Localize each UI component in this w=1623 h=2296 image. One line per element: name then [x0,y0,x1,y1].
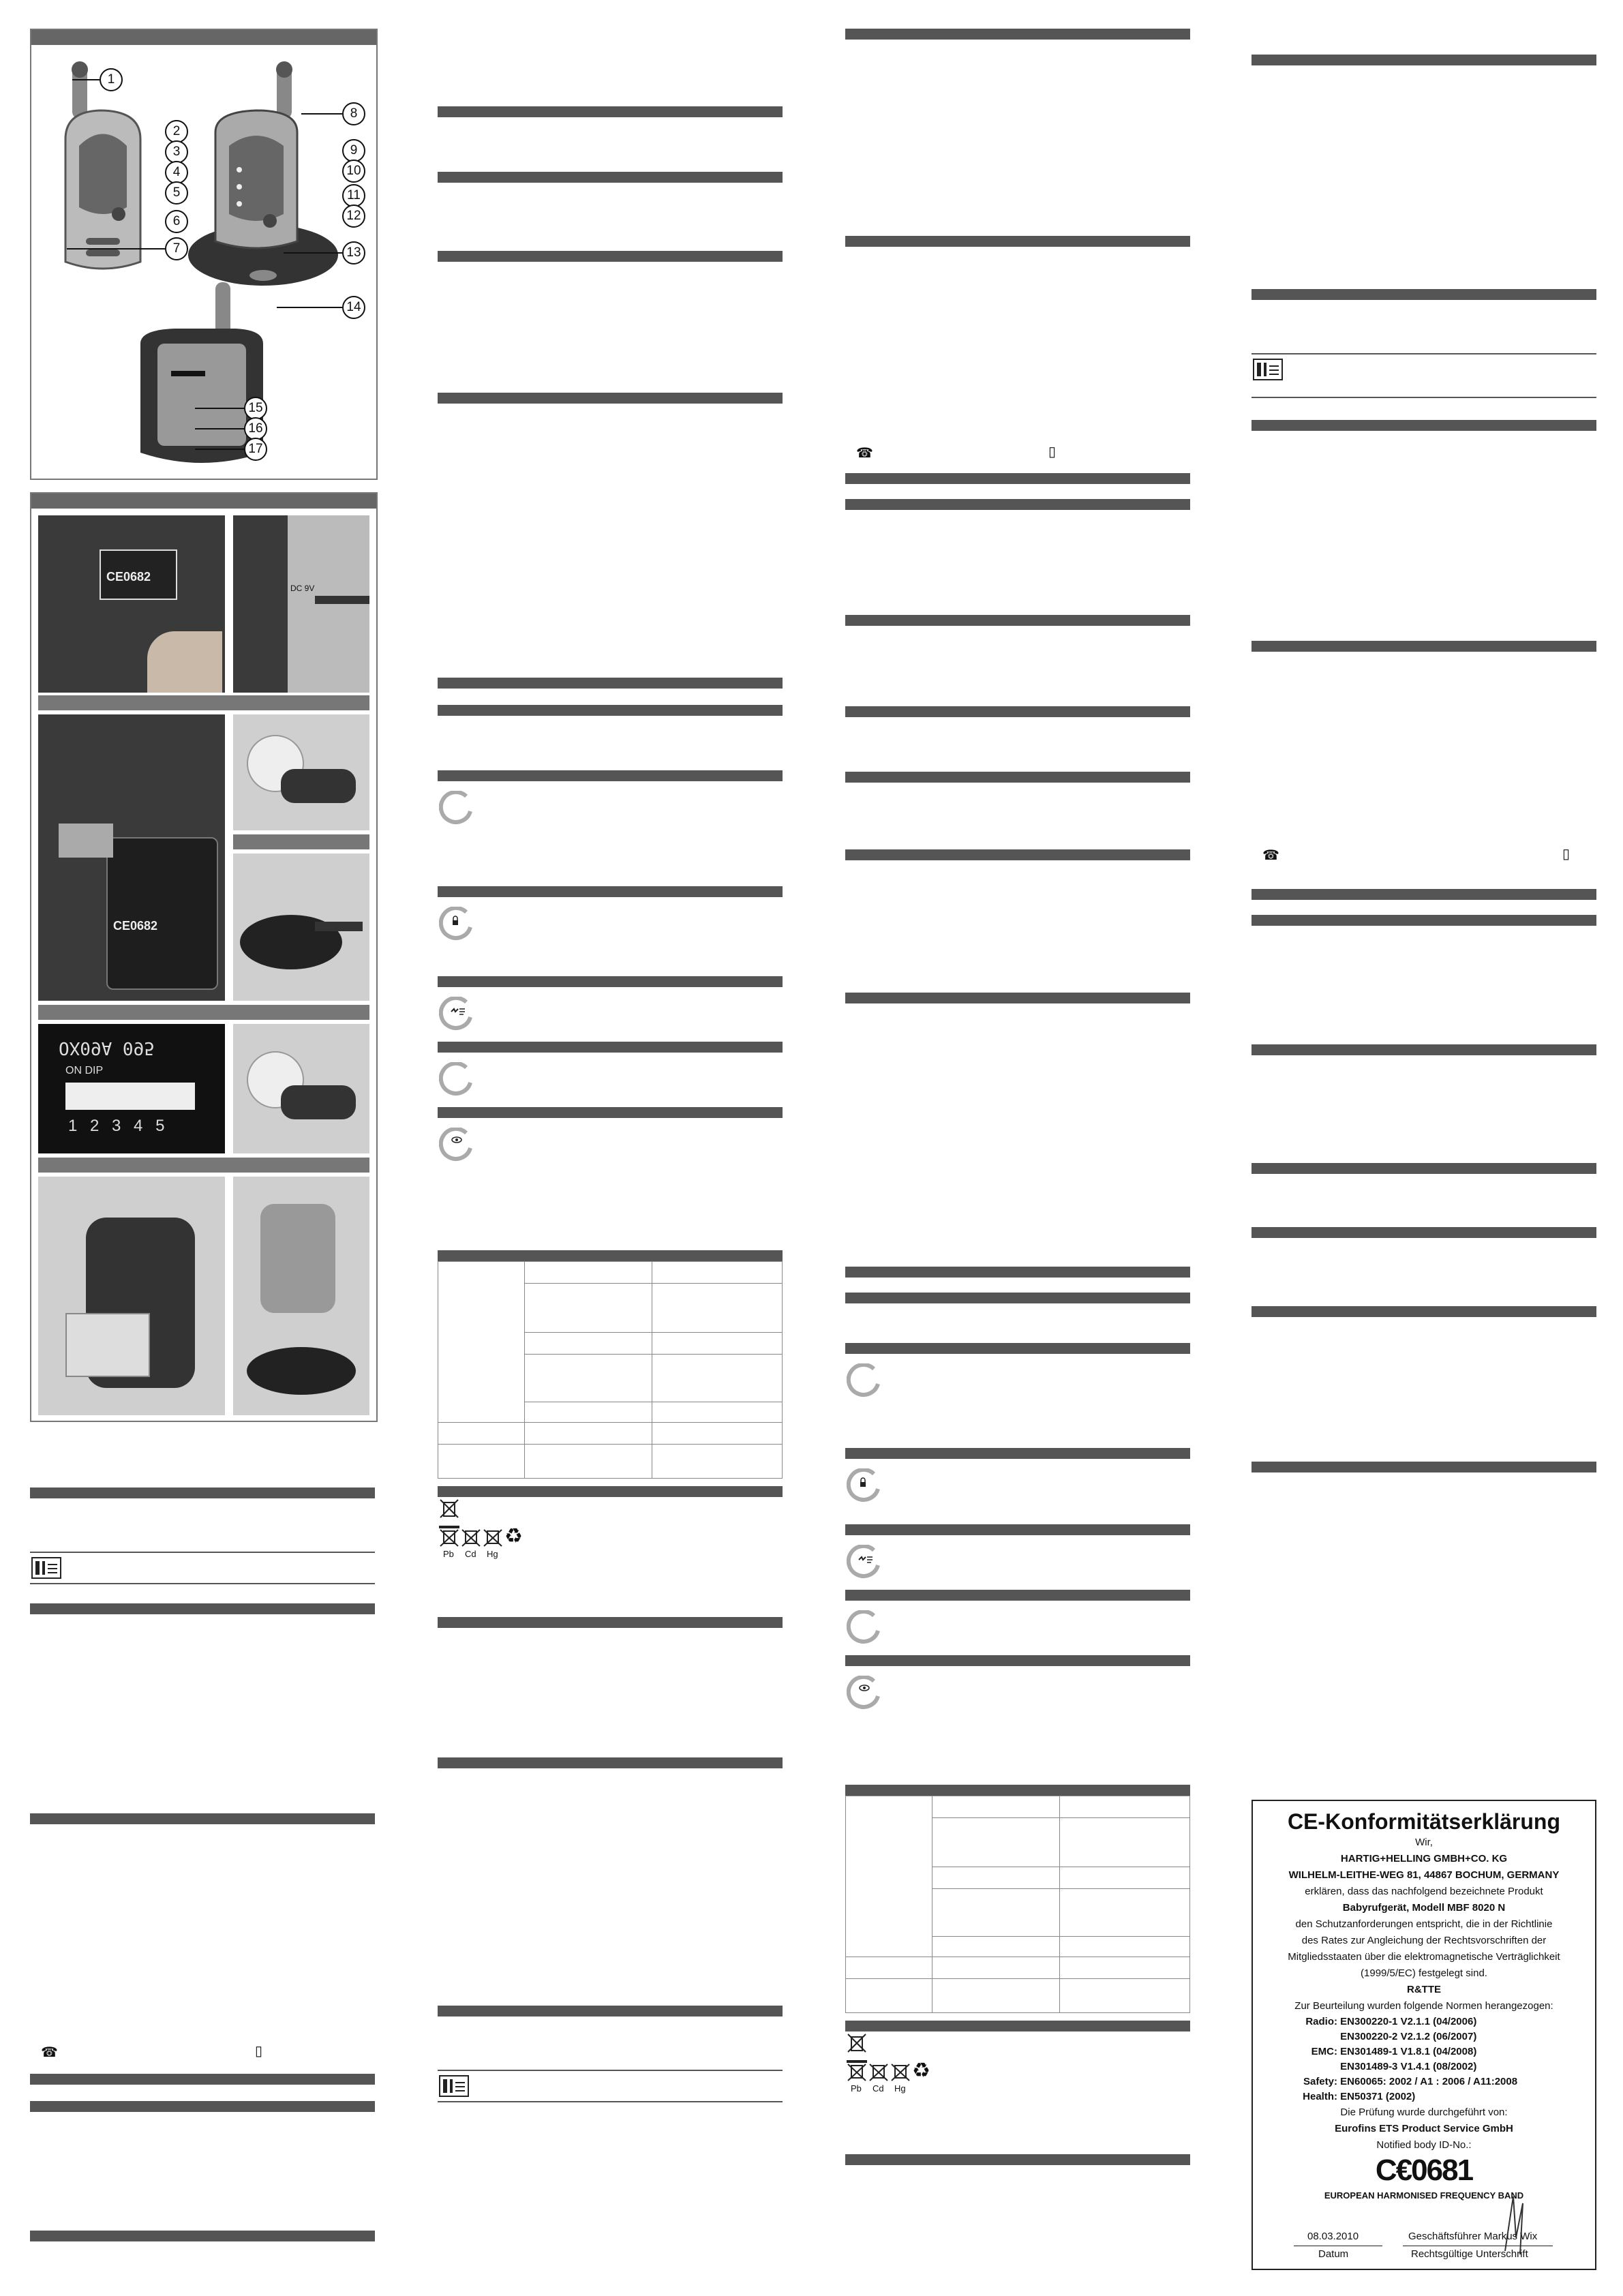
declaration-band: EUROPEAN HARMONISED FREQUENCY BAND [1324,2190,1524,2201]
norm-row: EN301489-3 V1.4.1 (08/2002) [1340,2061,1477,2072]
photo-dc-jack [233,515,369,693]
section-bar [845,473,1190,484]
callout-6: 6 [165,210,188,233]
section-bar [30,2074,375,2085]
panel-header-bar [31,30,376,45]
eye-arc-icon [439,1128,473,1162]
photo-row-header [233,834,369,849]
mobile-icon: ▯ [255,2044,263,2059]
recycle-icon: ♻ [504,1525,523,1547]
section-bar [1252,889,1596,900]
callout-3: 3 [165,140,188,164]
callout-7: 7 [165,237,188,260]
section-bar [438,1107,783,1118]
callout-leader [67,248,165,250]
section-bar [438,886,783,897]
norm-row: EMC: EN301489-1 V1.8.1 (04/2008) [1311,2046,1477,2057]
notice-rule [438,2101,783,2102]
callout-13: 13 [342,241,365,265]
ce-label-text: CE0682 [106,570,151,584]
dip-code-text: OX09A 095 [59,1038,155,1058]
norm-row: Radio: EN300220-1 V2.1.1 (04/2006) [1305,2016,1477,2027]
callout-leader [277,307,342,308]
power-arc-icon [439,1062,473,1096]
crossed-bin-icon [890,2060,911,2082]
table-header-bar [845,1785,1190,1796]
callout-10: 10 [342,160,365,183]
dip-digits-text: 1 2 3 4 5 [68,1117,169,1135]
declaration-norms-intro: Zur Beurteilung wurden folgende Normen herangezogen: [1294,2000,1553,2012]
photo-unit-on-charger [233,1177,369,1415]
ce-mark: C€0681 [1375,2154,1473,2187]
ce-label-text: CE0682 [113,919,158,933]
photo-battery-open [38,714,225,1001]
declaration-company: HARTIG+HELLING GMBH+CO. KG [1340,1853,1508,1864]
callout-leader [301,113,342,115]
callout-5: 5 [165,181,188,205]
photo-grid-panel [30,492,378,1422]
notice-rule [30,1552,375,1553]
declaration-product: Babyrufgerät, Modell MBF 8020 N [1342,1902,1506,1914]
photo-dip-switch [38,1024,225,1153]
section-bar [845,29,1190,40]
callout-8: 8 [342,102,365,125]
phone-icon: ☎ [1262,848,1279,863]
device-figure-panel [30,29,378,480]
callout-9: 9 [342,139,365,162]
callout-15: 15 [244,397,267,420]
section-bar [438,705,783,716]
section-bar [845,499,1190,510]
section-bar [845,1343,1190,1354]
dip-label-text: ON DIP [65,1065,104,1076]
weee-subscript: Pb [443,1549,454,1559]
section-bar [1252,915,1596,926]
photo-charger-cable [233,854,369,1001]
section-bar [30,2231,375,2241]
norm-row: EN300220-2 V2.1.2 (06/2007) [1340,2031,1477,2042]
photo-insert-battery [38,1177,225,1415]
section-bar [1252,641,1596,652]
table-header-bar [438,1250,783,1261]
signature-graphic [1485,2190,1539,2258]
crossed-bin-icon [847,2060,867,2082]
callout-4: 4 [165,161,188,184]
declaration-notified: Notified body ID-No.: [1376,2139,1472,2151]
section-bar [438,172,783,183]
crossed-bin-icon [868,2060,889,2082]
declaration-address: WILHELM-LEITHE-WEG 81, 44867 BOCHUM, GERMANY [1288,1869,1560,1881]
section-bar [438,1042,783,1053]
notice-rule [438,2070,783,2071]
ce-declaration-box [1252,1800,1596,2270]
section-bar [845,1655,1190,1666]
recycle-icon: ♻ [912,2059,930,2082]
book-icon [31,1557,61,1579]
section-bar [845,236,1190,247]
callout-14: 14 [342,296,365,319]
section-bar [845,1524,1190,1535]
section-bar [30,2101,375,2112]
photo-plug-socket-2 [233,1024,369,1153]
section-bar [438,976,783,987]
section-bar [1252,420,1596,431]
power-arc-icon [847,1363,881,1398]
section-bar [845,2154,1190,2165]
section-bar [1252,1163,1596,1174]
notice-rule [30,1583,375,1584]
norm-row: Health: EN50371 (2002) [1303,2091,1416,2102]
callout-leader [72,79,100,80]
book-icon [439,2075,469,2097]
section-bar [845,993,1190,1003]
notice-rule [1252,397,1596,398]
weee-subscript: Hg [894,2083,906,2094]
callout-2: 2 [165,120,188,143]
section-bar [438,393,783,404]
crossed-bin-icon [439,1526,459,1547]
callout-leader [195,428,244,429]
crossed-bin-icon [847,2031,867,2053]
callout-12: 12 [342,205,365,228]
photo-plug-socket-1 [233,714,369,830]
section-bar [845,849,1190,860]
dc-jack-label: DC 9V [290,584,315,593]
specification-table [845,1796,1190,2013]
section-bar [845,1448,1190,1459]
section-bar [30,1487,375,1498]
phone-icon: ☎ [856,446,873,461]
mobile-icon: ▯ [1048,444,1057,459]
section-bar [438,1757,783,1768]
signal-arc-icon [439,997,473,1031]
photo-battery-cover [38,515,225,693]
declaration-directive: (1999/5/EC) festgelegt sind. [1361,1967,1487,1979]
declaration-conform-3: Mitgliedsstaaten über die elektromagnetische Verträglichkeit [1288,1951,1560,1963]
parent-unit-illustration [181,57,338,303]
section-bar [438,106,783,117]
section-bar [438,770,783,781]
callout-11: 11 [342,184,365,207]
declaration-conform-1: den Schutzanforderungen entspricht, die in der Richtlinie [1295,1918,1553,1930]
section-bar [30,1603,375,1614]
section-bar [845,1267,1190,1278]
section-bar [438,251,783,262]
section-bar [845,772,1190,783]
callout-leader [195,408,244,409]
callout-17: 17 [244,438,267,461]
section-bar [1252,1227,1596,1238]
section-bar [1252,1306,1596,1317]
photo-row-header [38,1005,369,1020]
panel-header-bar [31,494,376,509]
photo-row-header [38,1158,369,1173]
power-arc-icon [847,1610,881,1644]
callout-1: 1 [100,68,123,91]
declaration-rtte: R&TTE [1407,1984,1441,1995]
signature-label: Rechtsgültige Unterschrift [1411,2248,1528,2260]
weee-subscript: Hg [487,1549,498,1559]
section-bar [845,1293,1190,1303]
section-bar [845,1590,1190,1601]
weee-subscript: Pb [851,2083,862,2094]
declaration-we: Wir, [1415,1837,1433,1848]
phone-icon: ☎ [41,2045,58,2060]
photo-row-header [38,695,369,710]
callout-16: 16 [244,417,267,440]
section-bar [1252,55,1596,65]
section-bar [1252,1462,1596,1472]
date-label: Datum [1318,2248,1349,2260]
lock-arc-icon [439,907,473,941]
book-icon [1253,359,1283,380]
declaration-conform-2: des Rates zur Angleichung der Rechtsvorschriften der [1301,1935,1547,1946]
declaration-date: 08.03.2010 [1307,2231,1359,2242]
lock-arc-icon [847,1468,881,1502]
section-bar [845,2021,1190,2031]
section-bar [1252,1044,1596,1055]
declaration-signer: Geschäftsführer Markus Wix [1408,2231,1538,2242]
mobile-icon: ▯ [1562,847,1571,862]
callout-leader [284,252,342,254]
section-bar [1252,289,1596,300]
norm-row: Safety: EN60065: 2002 / A1 : 2006 / A11:2008 [1303,2076,1518,2087]
section-bar [845,706,1190,717]
power-arc-icon [439,791,473,825]
crossed-bin-icon [439,1497,459,1519]
declaration-title: CE-Konformitätserklärung [1287,1809,1561,1834]
declaration-declare: erklären, dass das nachfolgend bezeichnete Produkt [1305,1886,1543,1897]
section-bar [30,1813,375,1824]
signal-arc-icon [847,1545,881,1579]
declaration-tested-by: Die Prüfung wurde durchgeführt von: [1340,2106,1508,2118]
section-bar [845,615,1190,626]
section-bar [438,1617,783,1628]
eye-arc-icon [847,1676,881,1710]
crossed-bin-icon [461,1526,481,1547]
crossed-bin-icon [483,1526,503,1547]
declaration-lab: Eurofins ETS Product Service GmbH [1335,2123,1513,2134]
weee-subscript: Cd [465,1549,476,1559]
section-bar [438,1486,783,1497]
notice-rule [1252,353,1596,354]
weee-subscript: Cd [873,2083,884,2094]
specification-table [438,1261,783,1479]
section-bar [438,2006,783,2016]
section-bar [438,678,783,689]
callout-leader [195,449,244,450]
